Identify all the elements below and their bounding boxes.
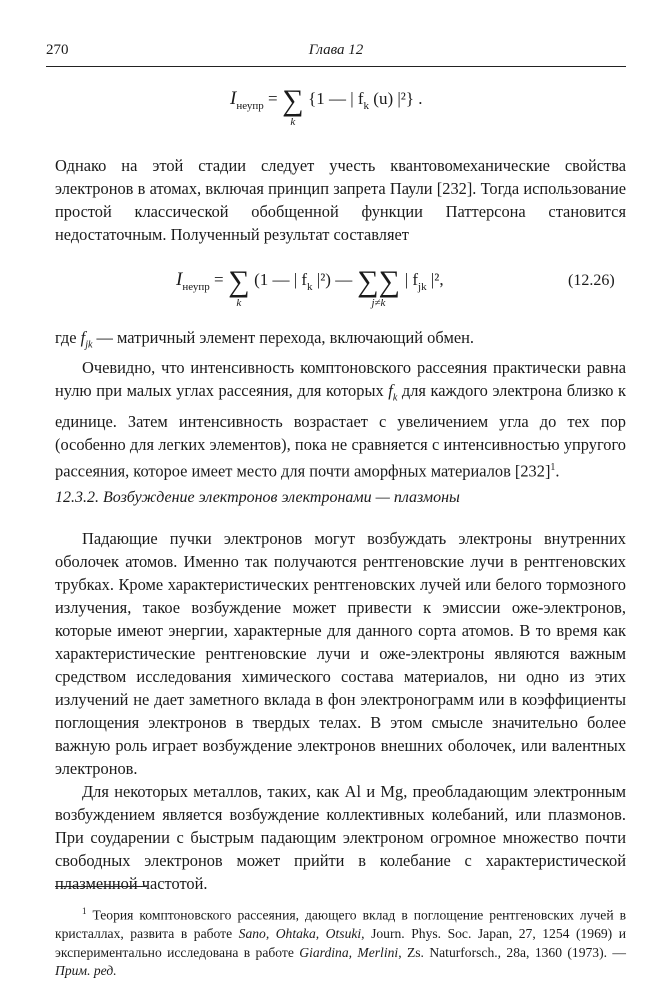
footnote-rule <box>55 886 147 887</box>
equation-number: (12.26) <box>568 272 615 289</box>
footnote: $^1$ Теория комптоновского рассеяния, дающего вклад в поглощение рентгеновских лучей в кристаллах, развита в работе Sano, Ohtaka, Otsuki, Journ. Phys. Soc. Japan, 27, 1254 (1969) и экспериментально исследована в работе Giardina, Merlini, Zs. Naturforsch., 28a, 1360 (1973). — Прим. ред. <box>55 906 626 979</box>
page-header <box>46 40 626 66</box>
double-summation-symbol: ∑∑ j≠k <box>357 265 400 309</box>
paragraph: где $f_{jk}$ — матричный элемент перехода, включающий обмен. Очевидно, что интенсивность комптоновского рассеяния практически равна нулю при малых углах рассеяния, для которых $f_k$ для каждого электрона близко к единице. Затем интенсивность возрастает с увеличением угла до тех пор (особенно для легких элементов), пока не сравняется с интенсивностью упругого рассеяния, которое имеет место для почти аморфных материалов $[232]^1$. <box>55 328 626 481</box>
summation-symbol: ∑ k <box>282 84 304 128</box>
footnote-marker: 1 <box>550 461 556 473</box>
chapter-title: Глава 12 <box>308 42 364 58</box>
equation-12-26: $I_{неупр}$ = ∑ k (1 — | $f_k$ |²) — ∑∑ j≠k | $f_{jk}$ |², <box>176 265 444 309</box>
subsection-heading: 12.3.2. Возбуждение электронов электронами — плазмоны <box>55 489 460 506</box>
paragraph: Однако на этой стадии следует учесть квантовомеханические свойства электронов в атомах, включая принцип запрета Паули [232]. Тогда использование простой классической обобщенной функции Паттерсона становится недостаточным. Полученный результат составляет <box>55 156 626 244</box>
page-number: 270 <box>46 42 69 58</box>
paragraph: Падающие пучки электронов могут возбуждать электроны внутренних оболочек атомов. Именно так получаются рентгеновские лучи в рентгеновских трубках. Кроме характеристических рентгеновских лучей или белого тормозного излучения, такое возбуждение может привести к эмиссии оже-электронов, которые имеют энергии, характерные для данного сорта атомов. В то время как характеристические рентгеновские лучи и оже-электроны являются важным средством исследования химического состава материалов, ни одно из этих излучений не дает заметного вклада в фон электронограмм или в коэффициенты поглощения электронов в твердых телах. В этом смысле значительно более важную роль играет возбуждение электронов внешних оболочек, или валентных электронов. Для некоторых металлов, таких, как Al и Mg, преобладающим электронным возбуждением является возбуждение коллективных колебаний, или плазмонов. При соударении с быстрым падающим электроном огромное множество почти свободных электронов может прийти в колебание с характеристической плазменной частотой. <box>55 529 626 893</box>
equation-inelastic-intensity: $I_{неупр}$ = ∑ k {1 — | $f_k$ (u) |²} . <box>230 84 423 128</box>
header-rule <box>46 66 626 67</box>
summation-symbol: ∑ k <box>228 265 250 309</box>
